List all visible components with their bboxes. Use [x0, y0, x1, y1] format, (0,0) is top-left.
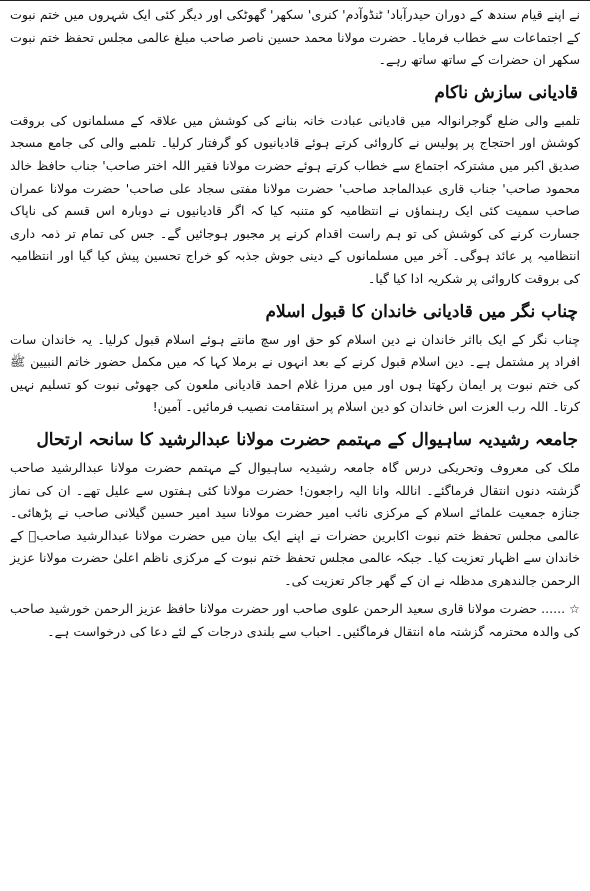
star-icon: ☆ — [569, 602, 580, 617]
closing-note — [10, 598, 580, 643]
section-heading: قادیانی سازش ناکام — [434, 82, 578, 103]
closing-dots: ...... — [541, 601, 566, 617]
closing-text: حضرت مولانا قاری سعید الرحمن علوی صاحب اور حضرت مولانا حافظ عزیز الرحمن خورشید صاحب کی والدہ محترمہ گزشتہ ماہ انتقال فرماگئیں۔ احباب سے بلندی درجات کے لئے دعا کی درخواست ہے۔ — [10, 601, 580, 640]
section-qadiani-plot — [10, 78, 580, 291]
section-family-conversion — [10, 297, 580, 419]
section-body: تلمبے والی ضلع گوجرانوالہ میں قادیانی عبادت خانہ بنانے کی کوشش میں علاقہ کے مسلمانوں کی بروقت کوشش اور احتجاج پر پولیس نے کاروائی کرتے ہوئے قادیانیوں کو گرفتار کرلیا۔ تلمبے والی کی جامع مسجد صدیق اکبر میں مشترکہ اجتماع سے خطاب کرتے ہوئے حضرت مولانا فقیر اللہ اختر صاحب' جناب حافظ خالد محمود صاحب' جناب قاری عبدالماجد صاحب' حضرت مولانا مفتی سجاد علی صاحب' حضرت مولانا عمران صاحب سمیت کئی ایک رہنماؤں نے انتظامیہ کو متنبہ کیا کہ اگر قادیانیوں نے دوبارہ اس قسم کی ناپاک جسارت کرنے کی کوشش کی تو ہم راست اقدام کرنے پر مجبور ہوجائیں گے۔ جس کی تمام تر ذمہ داری انتظامیہ پر عائد ہوگی۔ آخر میں مسلمانوں کے دینی جوش جذبہ کو خراج تحسین پیش کیا گیا اور انتظامیہ کی بروقت کاروائی پر شکریہ ادا کیا گیا۔ — [10, 112, 580, 286]
section-body: ملک کی معروف وتحریکی درس گاہ جامعہ رشیدیہ ساہیوال کے مہتمم حضرت مولانا عبدالرشید صاحب گزشتہ دنوں انتقال فرماگئے۔ اناللہ وانا الیہ راجعون! حضرت مولانا کئی ہفتوں سے علیل تھے۔ ان کی نماز جنازہ جمعیت علمائے اسلام کے مرکزی نائب امیر حضرت مولانا سید امیر حسین گیلانی صاحب نے پڑھائی۔ عالمی مجلس تحفظ ختم نبوت اکابرین حضرات نے اپنے ایک بیان میں حضرت مولانا عبدالرشید صاحبؒ کے خاندان سے اظہار تعزیت کیا۔ جبکہ عالمی مجلس تحفظ ختم نبوت کے مرکزی ناظم اعلیٰ حضرت مولانا عزیز الرحمن جالندھری مدظلہ نے ان کے گھر جاکر تعزیت کی۔ — [10, 459, 580, 588]
section-heading: چناب نگر میں قادیانی خاندان کا قبول اسلام — [265, 301, 578, 322]
section-body: چناب نگر کے ایک بااثر خاندان نے دین اسلام کو حق اور سچ مانتے ہوئے اسلام قبول کرلیا۔ یہ خاندان سات افراد پر مشتمل ہے۔ دین اسلام قبول کرنے کے بعد انہوں نے برملا کہا کہ میں مکمل حضور خاتم النبیین ﷺ کی ختم نبوت پر ایمان رکھتا ہوں اور میں مرزا غلام احمد قادیانی ملعون کی جھوٹی نبوت کو تسلیم نہیں کرتا۔ اللہ رب العزت اس خاندان کو دین اسلام پر استقامت نصیب فرمائیں۔ آمین! — [10, 331, 580, 415]
intro-paragraph: نے اپنے قیام سندھ کے دوران حیدرآباد' ٹنڈوآدم' کنری' سکھر' گھوٹکی اور دیگر کئی ایک شہروں میں ختم نبوت کے اجتماعات سے خطاب فرمایا۔ حضرت مولانا محمد حسین ناصر صاحب مبلغ عالمی مجلس تحفظ ختم نبوت سکھر ان حضرات کے ساتھ ساتھ رہے۔ — [10, 7, 580, 68]
section-heading: جامعہ رشیدیہ ساہیوال کے مہتمم حضرت مولانا عبدالرشید کا سانحہ ارتحال — [36, 429, 578, 450]
top-rule — [0, 0, 590, 4]
closing-paragraph — [10, 598, 580, 643]
section-obituary — [10, 425, 580, 593]
